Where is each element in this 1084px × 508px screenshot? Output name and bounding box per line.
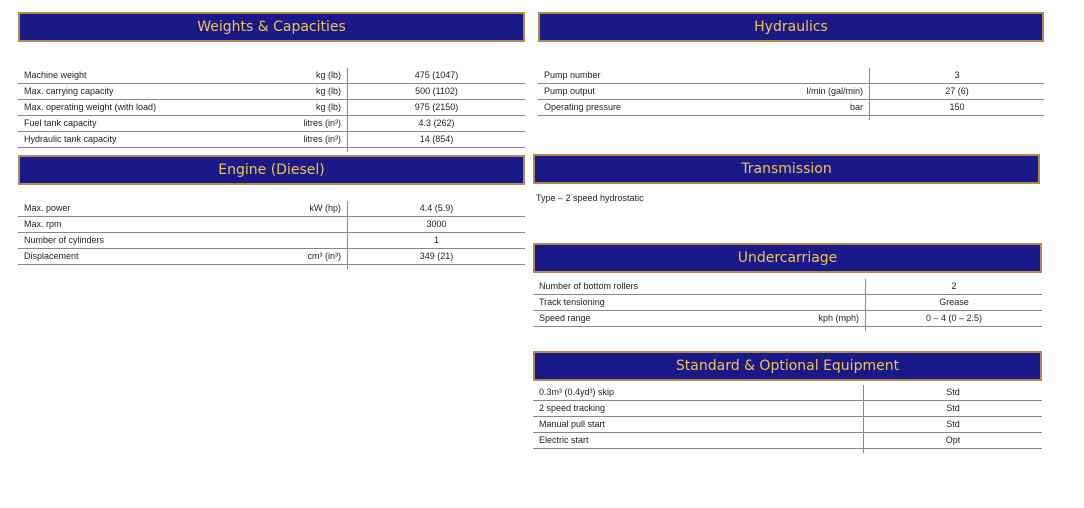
table-row: [533, 295, 1042, 311]
row-label: Manual pull start: [533, 417, 751, 433]
row-label: Max. rpm: [18, 217, 215, 233]
row-label: Operating pressure: [538, 100, 717, 116]
row-unit: [751, 417, 864, 433]
table-row: [18, 249, 525, 265]
row-label: Displacement: [18, 249, 215, 265]
engine-table: [18, 201, 525, 269]
row-value: 500 (1102): [348, 84, 526, 100]
row-unit: litres (in³): [215, 132, 348, 148]
row-value: 3000: [348, 217, 526, 233]
table-divider-tail: [18, 148, 525, 153]
row-unit: kW (hp): [215, 201, 348, 217]
row-unit: cm³ (in³): [215, 249, 348, 265]
row-label: Max. operating weight (with load): [18, 100, 215, 116]
table-row: [538, 84, 1044, 100]
equipment-section: [533, 351, 1042, 453]
row-value: Grease: [866, 295, 1043, 311]
row-unit: kg (lb): [215, 68, 348, 84]
row-unit: [215, 233, 348, 249]
row-value: 3: [870, 68, 1045, 84]
row-label: Max. carrying capacity: [18, 84, 215, 100]
table-divider-tail: [538, 116, 1044, 121]
hydraulics-table: [538, 68, 1044, 120]
table-row: [18, 84, 525, 100]
row-label: Speed range: [533, 311, 753, 327]
table-row: [533, 311, 1042, 327]
weights-capacities-header: Weights & Capacities: [18, 12, 525, 42]
table-row: [533, 401, 1042, 417]
row-unit: kg (lb): [215, 84, 348, 100]
row-label: Track tensioning: [533, 295, 753, 311]
table-row: [533, 433, 1042, 449]
transmission-header: Transmission: [533, 154, 1040, 184]
equipment-header: Standard & Optional Equipment: [533, 351, 1042, 381]
engine-header: Engine (Diesel): [18, 155, 525, 185]
row-unit: [751, 401, 864, 417]
row-unit: [215, 217, 348, 233]
table-row: [18, 132, 525, 148]
row-value: Opt: [864, 433, 1043, 449]
row-label: Fuel tank capacity: [18, 116, 215, 132]
row-label: Max. power: [18, 201, 215, 217]
row-value: 27 (6): [870, 84, 1045, 100]
row-label: 2 speed tracking: [533, 401, 751, 417]
row-value: 4.3 (262): [348, 116, 526, 132]
hydraulics-section: [538, 12, 1044, 120]
row-label: Number of bottom rollers: [533, 279, 753, 295]
row-value: Std: [864, 385, 1043, 401]
row-value: Std: [864, 417, 1043, 433]
row-unit: [753, 295, 866, 311]
row-unit: l/min (gal/min): [717, 84, 870, 100]
undercarriage-table: [533, 279, 1042, 331]
row-label: 0.3m³ (0.4yd³) skip: [533, 385, 751, 401]
row-value: 0 – 4 (0 – 2.5): [866, 311, 1043, 327]
table-divider-tail: [533, 449, 1042, 454]
row-unit: litres (in³): [215, 116, 348, 132]
row-value: 975 (2150): [348, 100, 526, 116]
engine-section: [18, 155, 525, 269]
row-value: 475 (1047): [348, 68, 526, 84]
table-row: [533, 417, 1042, 433]
row-label: Machine weight: [18, 68, 215, 84]
undercarriage-header: Undercarriage: [533, 243, 1042, 273]
table-row: [18, 68, 525, 84]
table-row: [538, 68, 1044, 84]
row-unit: [717, 68, 870, 84]
row-value: 150: [870, 100, 1045, 116]
weights-capacities-table: [18, 68, 525, 152]
row-value: 349 (21): [348, 249, 526, 265]
undercarriage-section: [533, 243, 1042, 331]
row-label: Hydraulic tank capacity: [18, 132, 215, 148]
row-value: Std: [864, 401, 1043, 417]
row-value: 14 (854): [348, 132, 526, 148]
table-row: [18, 116, 525, 132]
row-unit: [751, 433, 864, 449]
transmission-section: [533, 154, 1040, 203]
row-value: 4.4 (5.9): [348, 201, 526, 217]
transmission-type-text: Type – 2 speed hydrostatic: [536, 193, 644, 203]
table-row: [18, 217, 525, 233]
row-unit: [753, 279, 866, 295]
table-row: [533, 385, 1042, 401]
table-row: [18, 233, 525, 249]
table-row: [538, 100, 1044, 116]
row-label: Number of cylinders: [18, 233, 215, 249]
equipment-table: [533, 385, 1042, 453]
row-unit: [751, 385, 864, 401]
hydraulics-header: Hydraulics: [538, 12, 1044, 42]
table-row: [18, 100, 525, 116]
row-value: 2: [866, 279, 1043, 295]
row-value: 1: [348, 233, 526, 249]
table-row: [533, 279, 1042, 295]
row-label: Pump output: [538, 84, 717, 100]
row-unit: kph (mph): [753, 311, 866, 327]
row-unit: kg (lb): [215, 100, 348, 116]
table-row: [18, 201, 525, 217]
weights-capacities-section: [18, 12, 525, 152]
row-label: Electric start: [533, 433, 751, 449]
row-label: Pump number: [538, 68, 717, 84]
table-divider-tail: [533, 327, 1042, 332]
row-unit: bar: [717, 100, 870, 116]
table-divider-tail: [18, 265, 525, 270]
